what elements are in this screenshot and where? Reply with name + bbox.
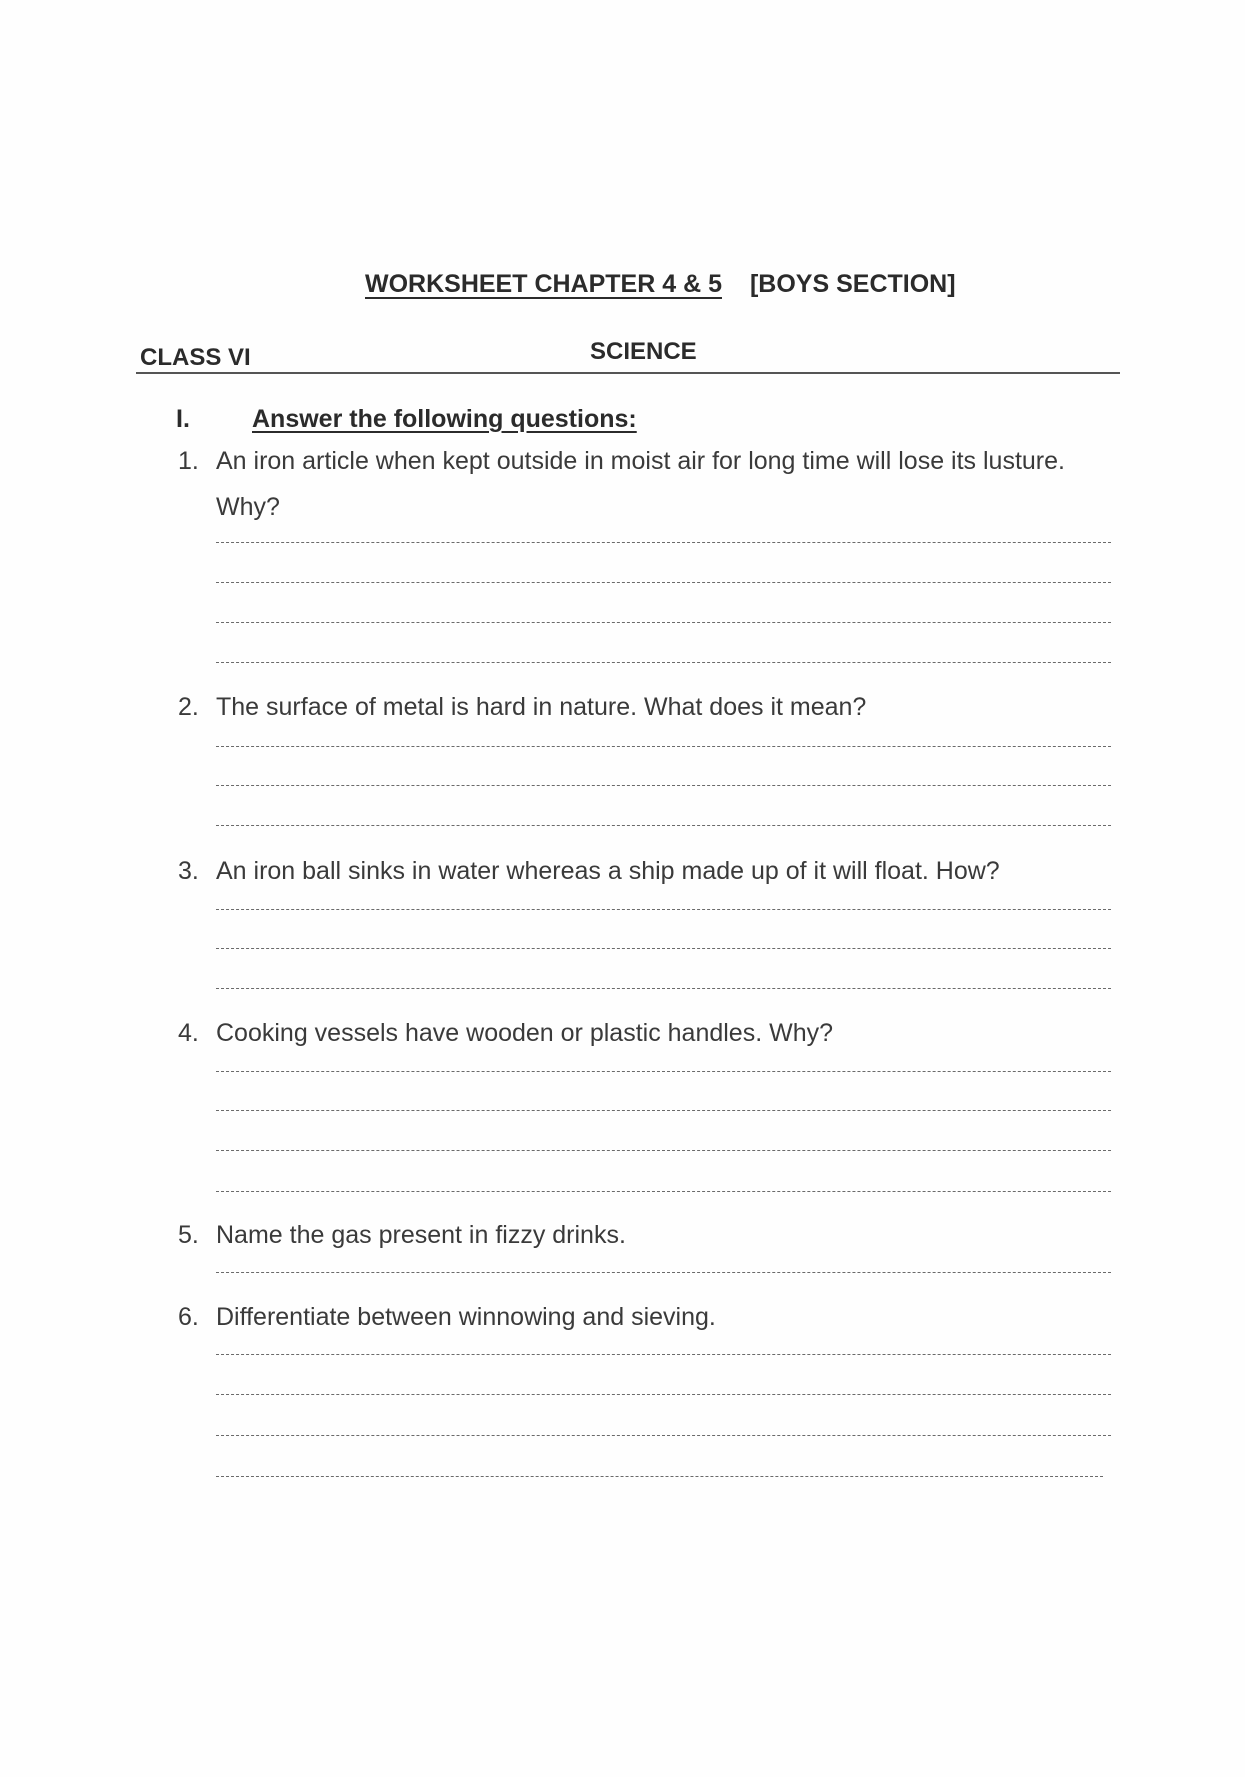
question-text: Differentiate between winnowing and sieving. bbox=[216, 1303, 716, 1331]
class-label: CLASS VI bbox=[140, 344, 251, 371]
worksheet-title-main: WORKSHEET CHAPTER 4 & 5 bbox=[365, 270, 722, 298]
answer-line[interactable] bbox=[216, 909, 1111, 910]
question-text: An iron article when kept outside in moist air for long time will lose its lusture. Why? bbox=[216, 447, 1065, 521]
question-number: 5. bbox=[178, 1221, 199, 1249]
answer-line[interactable] bbox=[216, 825, 1111, 826]
answer-line[interactable] bbox=[216, 1272, 1111, 1273]
answer-line[interactable] bbox=[216, 746, 1111, 747]
answer-line[interactable] bbox=[216, 622, 1111, 623]
answer-line[interactable] bbox=[216, 1110, 1111, 1111]
section-number: I. bbox=[176, 405, 190, 433]
question-3 bbox=[178, 848, 1096, 894]
question-5 bbox=[178, 1212, 1096, 1258]
answer-line[interactable] bbox=[216, 1476, 1103, 1477]
answer-line[interactable] bbox=[216, 1071, 1111, 1072]
question-number: 6. bbox=[178, 1303, 199, 1331]
answer-line[interactable] bbox=[216, 785, 1111, 786]
header-divider bbox=[136, 372, 1120, 374]
worksheet-section: [BOYS SECTION] bbox=[749, 270, 956, 298]
section-heading bbox=[176, 405, 637, 434]
answer-line[interactable] bbox=[216, 1394, 1111, 1395]
answer-line[interactable] bbox=[216, 1191, 1111, 1192]
answer-line[interactable] bbox=[216, 1354, 1111, 1355]
question-text: The surface of metal is hard in nature. What does it mean? bbox=[216, 693, 867, 721]
question-text: Name the gas present in fizzy drinks. bbox=[216, 1221, 626, 1249]
question-number: 2. bbox=[178, 693, 199, 721]
worksheet-title bbox=[365, 270, 956, 299]
class-subject-row bbox=[138, 338, 1120, 374]
answer-line[interactable] bbox=[216, 542, 1111, 543]
answer-line[interactable] bbox=[216, 1435, 1111, 1436]
answer-line[interactable] bbox=[216, 662, 1111, 663]
answer-line[interactable] bbox=[216, 988, 1111, 989]
question-2 bbox=[178, 684, 1096, 730]
question-text: An iron ball sinks in water whereas a ship made up of it will float. How? bbox=[216, 857, 1000, 885]
question-4 bbox=[178, 1010, 1096, 1056]
question-text: Cooking vessels have wooden or plastic handles. Why? bbox=[216, 1019, 834, 1047]
question-1 bbox=[178, 438, 1096, 530]
question-number: 4. bbox=[178, 1019, 199, 1047]
answer-line[interactable] bbox=[216, 582, 1111, 583]
answer-line[interactable] bbox=[216, 948, 1111, 949]
question-number: 1. bbox=[178, 447, 199, 475]
question-6 bbox=[178, 1294, 1096, 1340]
answer-line[interactable] bbox=[216, 1150, 1111, 1151]
subject-label: SCIENCE bbox=[590, 338, 697, 365]
question-number: 3. bbox=[178, 857, 199, 885]
section-instruction: Answer the following questions: bbox=[252, 405, 637, 433]
